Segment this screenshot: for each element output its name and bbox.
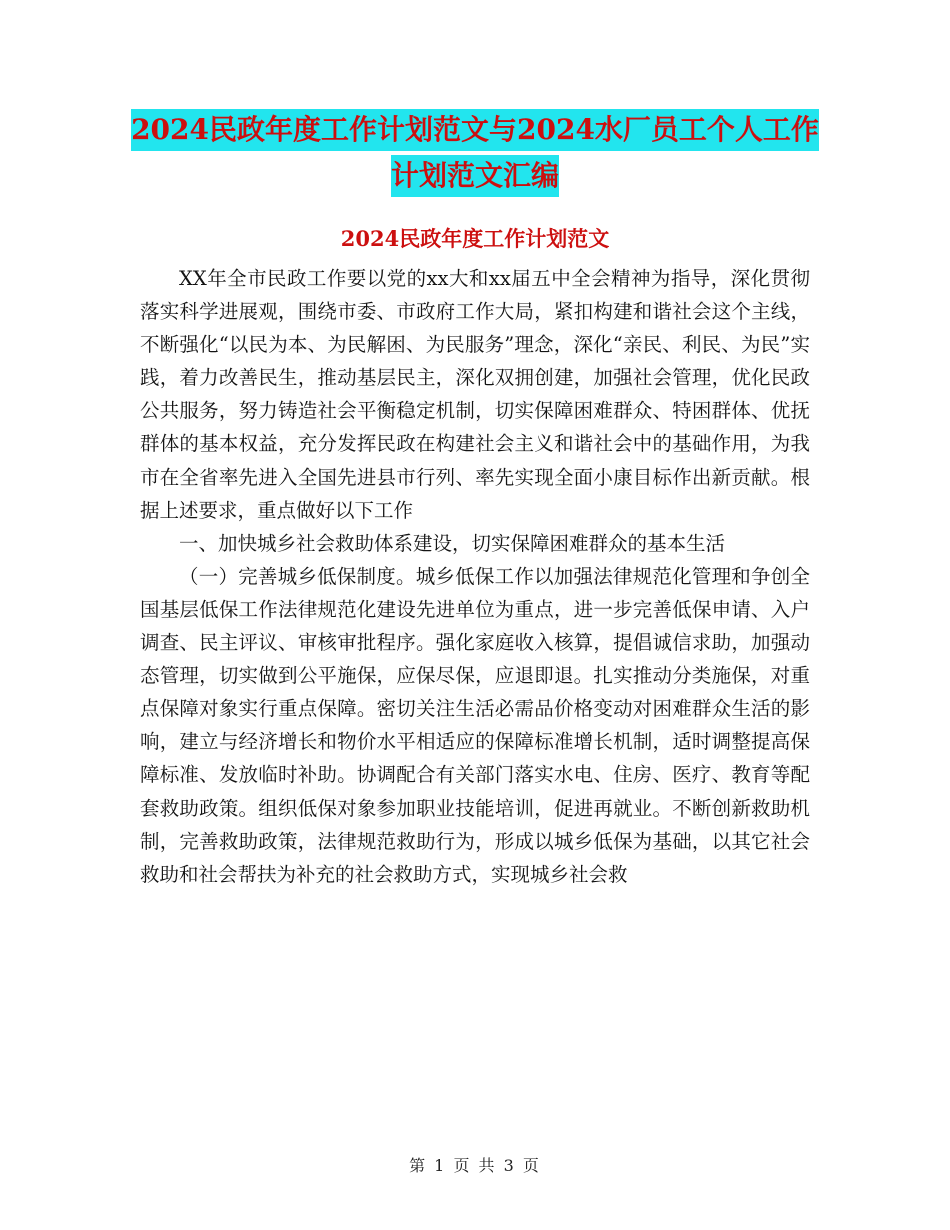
section-title: 2024民政年度工作计划范文 xyxy=(340,226,610,251)
paragraph-heading-one: 一、加快城乡社会救助体系建设，切实保障困难群众的基本生活 xyxy=(179,531,726,555)
document-title-line-1-wrap xyxy=(0,109,950,151)
document-title-line-1: 2024民政年度工作计划范文与2024水厂员工个人工作 xyxy=(131,109,819,151)
page-footer: 第 1 页 共 3 页 xyxy=(409,1156,541,1175)
document-title-line-2-wrap xyxy=(0,155,950,197)
paragraph-intro: XX年全市民政工作要以党的xx大和xx届五中全会精神为指导，深化贯彻落实科学进展观，围绕市委、市政府工作大局，紧扣构建和谐社会这个主线，不断强化“以民为本、为民解困、为民服务”理念，深化“亲民、利民、为民”实践，着力改善民生，推动基层民主，深化双拥创建，加强社会管理，优化民政公共服务，努力铸造社会平衡稳定机制，切实保障困难群众、特困群体、优抚群体的基本权益，充分发挥民政在构建社会主义和谐社会中的基础作用，为我市在全省率先进入全国先进县市行列、率先实现全面小康目标作出新贡献。根据上述要求，重点做好以下工作 xyxy=(140,267,810,522)
paragraph-subsection-one: （一）完善城乡低保制度。城乡低保工作以加强法律规范化管理和争创全国基层低保工作法律规范化建设先进单位为重点，进一步完善低保申请、入户调查、民主评议、审核审批程序。强化家庭收入核算，提倡诚信求助，加强动态管理，切实做到公平施保，应保尽保，应退即退。扎实推动分类施保，对重点保障对象实行重点保障。密切关注生活必需品价格变动对困难群众生活的影响，建立与经济增长和物价水平相适应的保障标准增长机制，适时调整提高保障标准、发放临时补助。协调配合有关部门落实水电、住房、医疗、教育等配套救助政策。组织低保对象参加职业技能培训，促进再就业。不断创新救助机制，完善救助政策，法律规范救助行为，形成以城乡低保为基础，以其它社会救助和社会帮扶为补充的社会救助方式，实现城乡社会救 xyxy=(140,564,810,886)
document-title-line-2: 计划范文汇编 xyxy=(391,155,559,197)
document-body xyxy=(140,262,810,891)
